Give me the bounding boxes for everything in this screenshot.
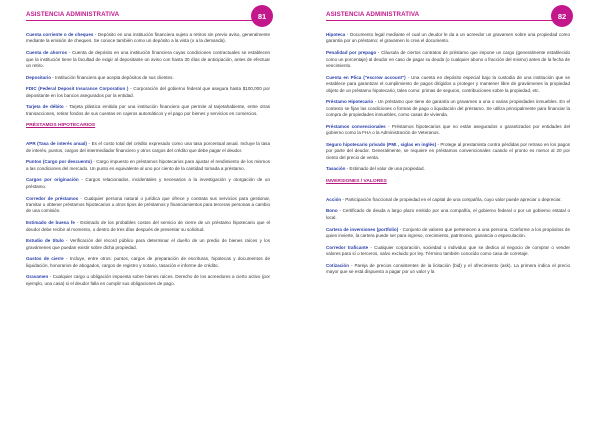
page-header	[305, 0, 595, 30]
glossary-entry	[26, 274, 270, 287]
header-rule	[326, 20, 569, 21]
glossary-definition: - Un préstamo que tiene de garantía un gravamen a una o varias propiedades inmuebles. En el contexto se fijan las condiciones o formas de pago o liquidación del préstamo. Se utiliza principalmente para financiar la compra de propiedades inmuebles, como casas de vivienda.	[326, 99, 570, 118]
header-rule	[26, 20, 269, 21]
glossary-entry	[26, 256, 270, 269]
page-content	[326, 32, 570, 281]
glossary-definition: - Cualquier persona natural o jurídica que ofrece y contrata sus servicios para gestionar, tramitar u obtener préstamos hipotecarios u otros tipos de préstamos y financiamientos para terceras personas a cambio de una comisión.	[26, 195, 270, 214]
glossary-entry	[326, 197, 570, 203]
glossary-entry	[26, 141, 270, 154]
glossary-term: Préstamo Hipotecario	[326, 99, 374, 105]
glossary-entry	[26, 238, 270, 251]
glossary-definition: - Cargos relacionados, incidentales y necesarios a la investigación y otorgación de un préstamo.	[26, 177, 270, 189]
glossary-definition: - Incluye, entre otros: puntos, cargos de preparación de escrituras, hipotecas y documentos de liquidación, honorarios de abogados, cargos de registro y notario, tasación e informe de crédito.	[26, 256, 270, 268]
glossary-term: Gastos de cierre	[26, 256, 64, 262]
glossary-term: Cuenta corriente o de cheques	[26, 32, 94, 37]
glossary-definition: - Cualquier corporación, sociedad o individuo que se dedica al negocio de comprar o vender valores para sí o terceros, salvo excluido por ley. Término también conocido como casa de corretaje.	[326, 244, 570, 257]
section-heading: PRÉSTAMOS HIPOTECARIOS	[26, 123, 96, 129]
glossary-term: Puntos (Cargo por descuento)	[26, 159, 92, 165]
glossary-term: Tasación	[326, 166, 346, 172]
glossary-term: Bono	[326, 208, 338, 214]
glossary-entry	[326, 166, 570, 172]
glossary-term: APR (Tasa de interés anual)	[26, 141, 87, 147]
glossary-entry	[326, 75, 570, 94]
page-number-badge: 82	[551, 5, 573, 27]
glossary-term: Hipoteca	[326, 32, 346, 37]
glossary-term: Penalidad por prepago	[326, 50, 377, 56]
glossary-entry	[326, 263, 570, 276]
glossary-entry	[26, 220, 270, 233]
glossary-term: Tarjeta de débito	[26, 104, 64, 110]
glossary-definition: - Depósito en una institución financiera sujeto a retiros sin previo aviso, generalmente mediante la emisión de cheques. Se conoce también como un depósito a la vista (o a la demanda).	[26, 32, 270, 44]
glossary-definition: - Institución financiera que acepta depósitos de sus clientes.	[51, 74, 174, 80]
page-header	[5, 0, 295, 30]
glossary-definition: - Cláusula de ciertos contratos de préstamo que impone un cargo (generalmente establecido como un porcentaje) al deudor en caso de pagar su deuda (o cualquier abono o fracción del mismo) antes de la fecha de vencimiento.	[326, 50, 571, 68]
glossary-entry	[26, 159, 270, 172]
glossary-entry	[326, 227, 570, 240]
glossary-entry	[26, 50, 270, 69]
glossary-entry	[326, 32, 570, 45]
glossary-definition: - Una cuenta en depósito especial bajo la custodia de una institución que se establece para garantizar el cumplimiento de pagos dirigidos a proteger y mantener libre de gravámenes la propiedad objeto de un préstamo hipotecario, tales como: primas de seguros, contribuciones sobre la propiedad, etc.	[326, 74, 570, 93]
glossary-definition: - Documento legal mediante el cual un deudor le da a un acreedor un gravamen sobre una propiedad como garantía por un préstamo; el gravamen lo crea el documento.	[326, 32, 570, 44]
glossary-definition: - Es el costo total del crédito expresado como una tasa porcentual anual. Incluye la tasa de interés, puntos, cargos del intermediador financiero y otros cargos del crédito que debe pagar el deudor.	[26, 141, 270, 153]
glossary-definition: - Estimado de los probables costos del servicio de cierre de un préstamo hipotecario que el deudor debe recibir al momento, o dentro de tres días después de presentar su solicitud.	[26, 220, 270, 232]
glossary-definition: - Estimado del valor de una propiedad.	[345, 166, 425, 172]
glossary-entry	[26, 104, 270, 117]
glossary-entry	[326, 245, 570, 258]
glossary-definition: - Protege al prestamista contra pérdidas por retraso en los pagos por parte del deudor. Generalmente, se requiere en préstamos convencionales cuando el pronto es menor al 20 por ciento del precio de venta.	[326, 141, 570, 160]
glossary-definition: - Cualquier cargo u obligación impuesta sobre bienes raíces. Derecho de los acreedores a cierto activo (por ejemplo, una casa) si el deudor falla en cumplir sus obligaciones de pago.	[26, 274, 270, 286]
glossary-term: Corredor de préstamos	[26, 195, 79, 201]
glossary-definition: - Pareja de precios consistentes de la licitación (bid) y el ofrecimiento (ask). La primera indica el precio mayor que se está dispuesto a pagar por un valor y la	[326, 262, 570, 275]
glossary-definition: - Participación fraccional de propiedad en el capital de una compañía, cuyo valor puede apreciar o depreciar.	[341, 196, 562, 202]
glossary-definition: - Cargo impuesto en préstamos hipotecarios para ajustar el rendimiento de los mismos a las condiciones del mercado. Un punto es equivalente al uno por ciento de la cantidad tomada a préstamo.	[26, 159, 270, 171]
glossary-entry	[26, 177, 270, 190]
glossary-term: Seguro hipotecario privado (PMI , siglas en inglés)	[326, 141, 437, 147]
glossary-term: Corredor traficante	[326, 244, 369, 250]
glossary-definition: - Corporación del gobierno federal que asegura hasta $100,000 por depositante en los bancos asegurados por la entidad.	[26, 86, 271, 98]
glossary-definition: - Tarjeta plástica emitida por una institución financiera que permite al tarjetahabiente, entre otras transacciones, retirar fondos de sus cuentas en cajeros automáticos y el pago por bienes y servicios en comercios.	[26, 104, 271, 116]
glossary-entry	[326, 124, 570, 137]
glossary-entry	[326, 142, 570, 161]
page-number-badge: 81	[251, 5, 273, 27]
glossary-term: Gravamen	[26, 274, 49, 280]
glossary-definition: - Conjunto de valores que pertenecen a una persona. Conforme a los propósitos de quien invierte, la cartera puede ser para ingreso, crecimiento, patrimonio, ganancia o especulación.	[326, 226, 570, 239]
glossary-term: Estudio de título	[26, 238, 64, 244]
glossary-term: Depositario	[26, 74, 52, 80]
glossary-definition: - Verificación del récord público para determinar el dueño de un predio de bienes raíces y los gravámenes que puedan existir sobre dicha propiedad.	[26, 238, 270, 250]
glossary-term: Cuenta en Plica ("escrow account")	[326, 74, 406, 80]
header-title: ASISTENCIA ADMINISTRATIVA	[326, 11, 420, 18]
glossary-term: Estimado de buena fe	[26, 220, 75, 226]
glossary-term: FDIC (Federal Deposit Insurance Corporation )	[26, 86, 129, 92]
glossary-entry	[326, 50, 570, 69]
glossary-entry	[26, 32, 270, 45]
glossary-entry	[26, 86, 270, 99]
glossary-term: Cuenta de ahorros	[26, 50, 68, 56]
glossary-entry	[26, 75, 270, 81]
glossary-entry	[326, 208, 570, 221]
page-content	[26, 32, 270, 292]
glossary-term: Cargos por originación	[26, 177, 79, 183]
glossary-term: Cartera de inversiones (portfolio)	[326, 226, 399, 232]
glossary-definition: - Cuenta de depósito en una institución financiera cuyas condiciones contractuales se establecen que la institución tiene la facultad de exigir al depositante un aviso con hasta 30 días de anticipación, antes de efectuar un retiro.	[26, 50, 270, 68]
glossary-term: Préstamos convencionales	[326, 123, 386, 129]
glossary-term: Cotización	[326, 262, 349, 268]
glossary-term: Acción	[326, 196, 342, 202]
section-heading: INVERSIONES / VALORES	[326, 178, 387, 184]
glossary-definition: - Certificado de deuda a largo plazo emitido por una compañía, el gobierno federal o por un gobierno estatal o local.	[326, 208, 570, 220]
glossary-definition: - Préstamos hipotecarios que no están asegurados o garantizados por entidades del gobierno como la FHA o la Administración de Veteranos.	[326, 123, 571, 136]
page-left	[5, 0, 295, 424]
glossary-entry	[326, 99, 570, 118]
header-title: ASISTENCIA ADMINISTRATIVA	[26, 11, 120, 18]
glossary-entry	[26, 196, 270, 215]
page-right	[305, 0, 595, 424]
